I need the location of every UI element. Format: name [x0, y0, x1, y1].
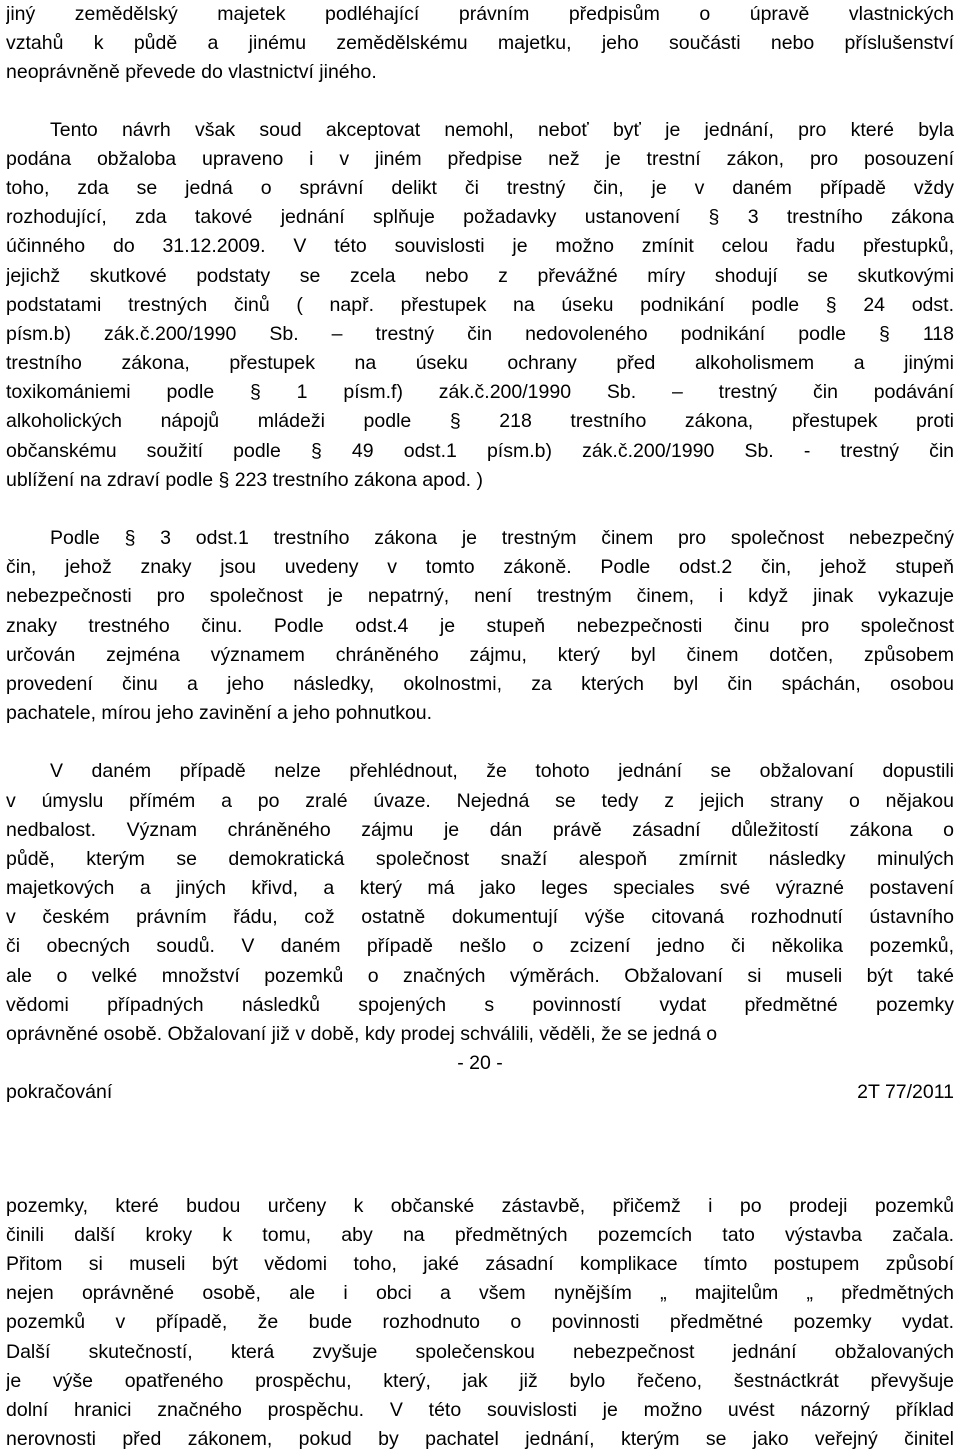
case-number: 2T 77/2011 — [857, 1081, 954, 1104]
text-line: ublížení na zdraví podle § 223 trestního zákona apod. ) — [6, 468, 483, 491]
text-line: půdě, kterým se demokratická společnost snaží alespoň zmírnit následky minulých — [6, 847, 954, 870]
text-line: podstatami trestných činů ( např. přestupek na úseku podnikání podle § 24 odst. — [6, 293, 954, 316]
document-page — [6, 0, 954, 1454]
text-line: nebezpečnosti pro společnost je nepatrný, není trestným činem, i když jinak vykazuje — [6, 585, 954, 608]
text-line: Podle § 3 odst.1 trestního zákona je trestným činem pro společnost nebezpečný — [50, 527, 954, 549]
text-line: pozemků v případě, že bude rozhodnuto o povinnosti předmětné pozemky vydat. — [6, 1311, 954, 1334]
text-line: trestního zákona, přestupek na úseku ochrany před alkoholismem a jinými — [6, 352, 954, 375]
text-line: nerovnosti před zákonem, pokud by pachatel jednání, kterým se jako veřejný činitel — [6, 1428, 954, 1451]
text-line: v českém právním řádu, což ostatně dokumentují výše citovaná rozhodnutí ústavního — [6, 906, 954, 929]
text-line: alkoholických nápojů mládeži podle § 218 trestního zákona, přestupek proti — [6, 410, 954, 433]
text-line: je výše opatřeného prospěchu, který, jak již bylo řečeno, šestnáctkrát převyšuje — [6, 1369, 954, 1392]
text-line: Další skutečností, která zvyšuje společenskou nebezpečnost jednání obžalovaných — [6, 1340, 954, 1363]
page-2-paragraph — [6, 1192, 954, 1454]
text-line: pozemky, které budou určeny k občanské zástavbě, přičemž i po prodeji pozemků — [6, 1194, 954, 1217]
text-line: provedení činu a jeho následky, okolnostmi, za kterých byl čin spáchán, osobou — [6, 672, 954, 695]
text-line: ale o velké množství pozemků o značných výměrách. Obžalovaní si museli být také — [6, 964, 954, 987]
text-line: v úmyslu přímém a po zralé úvaze. Nejedná se tedy z jejich strany o nějakou — [6, 789, 954, 812]
text-line: majetkových a jiných křivd, a který má jako leges speciales své výrazné postavení — [6, 877, 954, 900]
text-line: účinného do 31.12.2009. V této souvislosti je možno zmínit celou řadu přestupků, — [6, 235, 954, 258]
text-line: podána obžaloba upraveno i v jiném předpise než je trestní zákon, pro posouzení — [6, 147, 954, 170]
text-line: vztahů k půdě a jinému zemědělskému majetku, jeho součásti nebo příslušenství — [6, 32, 954, 55]
paragraph-3 — [6, 757, 954, 1049]
intro-paragraph — [6, 0, 954, 88]
text-line: jiný zemědělský majetek podléhající právním předpisům o úpravě vlastnických — [6, 3, 954, 25]
paragraph-2 — [6, 524, 954, 728]
continuation-label: pokračování — [6, 1081, 113, 1104]
text-line: pachatele, mírou jeho zavinění a jeho pohnutkou. — [6, 702, 433, 725]
text-line: Přitom si museli být vědomi toho, jaké zásadní komplikace tímto postupem způsobí — [6, 1252, 954, 1275]
text-line: toho, zda se jedná o správní delikt či trestný čin, je v daném případě vždy — [6, 176, 954, 199]
text-line: oprávněné osobě. Obžalovaní již v době, kdy prodej schválili, věděli, že se jedná o — [6, 1023, 718, 1045]
text-line: písm.b) zák.č.200/1990 Sb. – trestný čin nedovoleného podnikání podle § 118 — [6, 322, 954, 345]
text-line: rozhodující, zda takové jednání splňuje požadavky ustanovení § 3 trestního zákona — [6, 206, 954, 229]
text-line: V daném případě nelze přehlédnout, že tohoto jednání se obžalovaní dopustili — [50, 760, 954, 783]
text-line: toxikomániemi podle § 1 písm.f) zák.č.200/1990 Sb. – trestný čin podávání — [6, 381, 954, 404]
text-line: či obecných soudů. V daném případě nešlo o zcizení jedno či několika pozemků, — [6, 935, 954, 958]
paragraph-1 — [6, 116, 954, 495]
text-line: určován zejména významem chráněného zájmu, který byl činem dotčen, způsobem — [6, 643, 954, 666]
text-line: vědomi případných následků spojených s povinností vydat předmětné pozemky — [6, 993, 954, 1016]
text-line: dolní hranici značného prospěchu. V této souvislosti je možno uvést názorný příklad — [6, 1398, 954, 1421]
text-line: Tento návrh však soud akceptovat nemohl, neboť byť je jednání, pro které byla — [50, 118, 954, 141]
text-line: neoprávněně převede do vlastnictví jiného. — [6, 61, 377, 84]
text-line: nedbalost. Význam chráněného zájmu je dán právě zásadní důležitostí zákona o — [6, 818, 954, 841]
text-line: činili další kroky k tomu, aby na předmětných pozemcích tato výstavba začala. — [6, 1223, 954, 1246]
page-footer — [6, 1078, 954, 1107]
text-line: občanskému soužití podle § 49 odst.1 písm.b) zák.č.200/1990 Sb. - trestný čin — [6, 439, 954, 462]
text-line: nejen oprávněné osobě, ale i obci a všem nynějším „ majitelům „ předmětných — [6, 1282, 954, 1305]
text-line: čin, jehož znaky jsou uvedeny v tomto zákoně. Podle odst.2 čin, jehož stupeň — [6, 556, 954, 579]
text-line: jejichž skutkové podstaty se zcela nebo z převážné míry shodují se skutkovými — [6, 264, 954, 287]
page-number: - 20 - — [457, 1052, 503, 1075]
text-line: znaky trestného činu. Podle odst.4 je stupeň nebezpečnosti činu pro společnost — [6, 614, 954, 637]
